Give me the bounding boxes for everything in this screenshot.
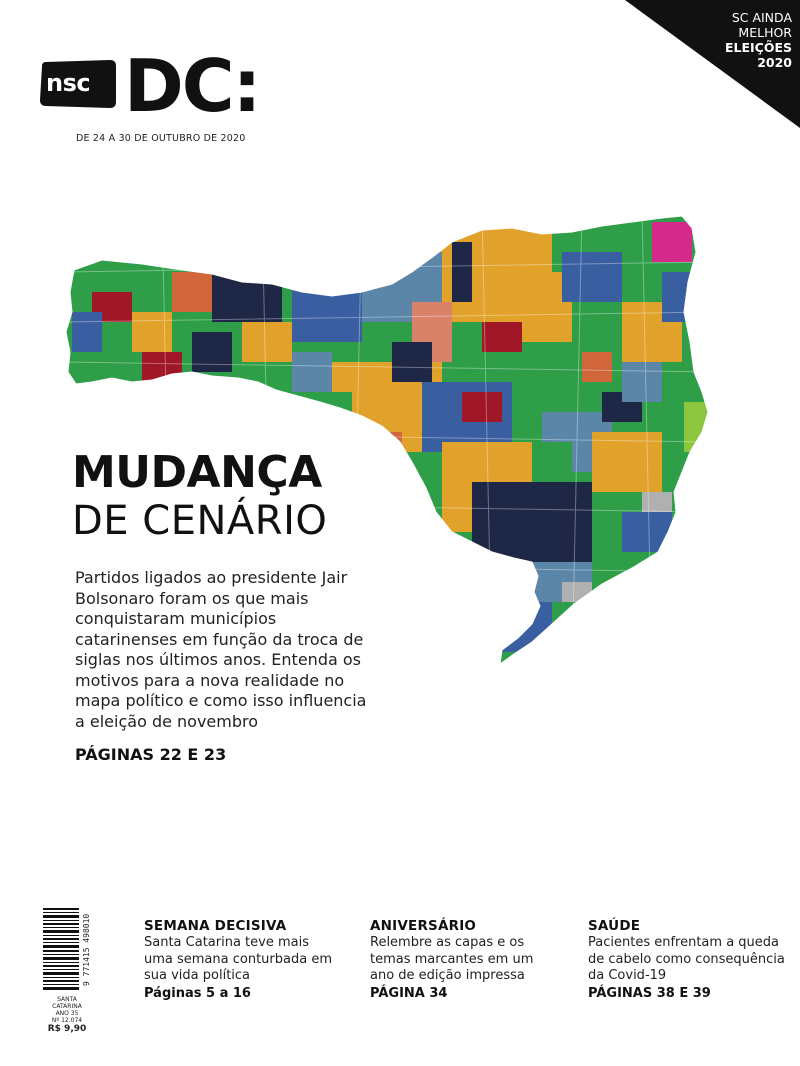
teaser-semana-decisiva — [144, 918, 334, 1002]
main-story-pages: PÁGINAS 22 E 23 — [75, 745, 227, 764]
cover-price: R$ 9,90 — [47, 1024, 87, 1034]
corner-line3: ELEIÇÕES — [724, 40, 792, 55]
teaser-title: SEMANA DECISIVA — [144, 918, 287, 934]
corner-ribbon — [625, 0, 800, 128]
teaser-body: Pacientes enfrentam a queda de cabelo como consequência da Covid-19 — [588, 935, 785, 983]
teaser-body: Relembre as capas e os temas marcantes em um ano de edição impressa — [370, 935, 534, 983]
barcode-digits: 9 771415 498010 — [82, 913, 91, 987]
headline-line2: DE CENÁRIO — [72, 498, 328, 544]
teaser-title: SAÚDE — [588, 918, 641, 934]
corner-line4: 2020 — [757, 55, 792, 70]
edition-state2: CATARINA — [52, 1003, 82, 1010]
teaser-body: Santa Catarina teve mais uma semana conturbada em sua vida política — [144, 935, 332, 983]
teaser-saude — [588, 918, 788, 1002]
headline — [72, 448, 327, 544]
nsc-logo — [38, 60, 118, 108]
lede-text: Partidos ligados ao presidente Jair Bolsonaro foram os que mais conquistaram municípios catarinenses em função da troca de siglas nos últimos anos. Entenda os motivos para a nova realidade no mapa político e como isso influencia a eleição de novembro — [75, 568, 367, 731]
corner-line1: SC AINDA — [731, 10, 792, 25]
teaser-pages: PÁGINA 34 — [370, 985, 448, 1001]
edition-year: ANO 35 — [55, 1010, 79, 1017]
corner-line2: MELHOR — [738, 25, 792, 40]
masthead — [38, 44, 278, 128]
issue-date: DE 24 A 30 DE OUTUBRO DE 2020 — [76, 133, 246, 144]
teaser-pages: Páginas 5 a 16 — [144, 985, 251, 1001]
edition-state: SANTA — [57, 996, 77, 1003]
edition-number: Nº 12.074 — [51, 1017, 83, 1024]
corner-text — [682, 10, 792, 70]
headline-line1: MUDANÇA — [72, 447, 322, 498]
price-block — [43, 996, 91, 1033]
nsc-logo-text: nsc — [46, 69, 91, 97]
teaser-pages: PÁGINAS 38 E 39 — [588, 985, 711, 1001]
teaser-aniversario — [370, 918, 560, 1002]
teaser-title: ANIVERSÁRIO — [370, 918, 477, 934]
masthead-title: DC: — [124, 44, 260, 128]
